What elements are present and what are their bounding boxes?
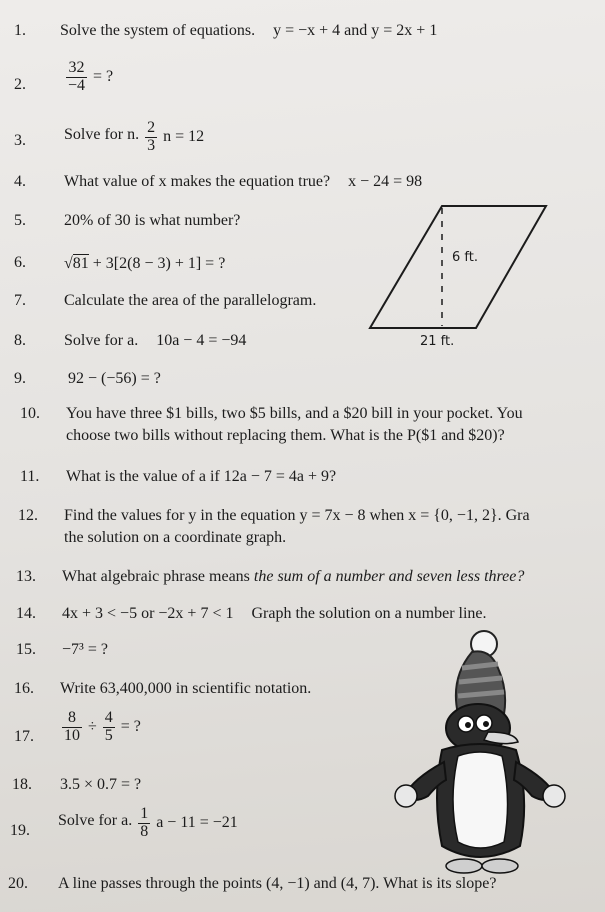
- question-text: Solve for n.: [64, 125, 140, 143]
- question-number: 13.: [16, 568, 36, 585]
- question-number: 5.: [14, 212, 26, 229]
- question-math: −7³ = ?: [62, 641, 108, 658]
- divide-icon: ÷: [88, 717, 97, 735]
- question-tail: = ?: [120, 717, 141, 735]
- question-number: 1.: [14, 22, 26, 39]
- question-number: 7.: [14, 292, 26, 309]
- question-text: What is the value of a if 12a − 7 = 4a + 9?: [66, 468, 337, 485]
- question-number: 20.: [8, 875, 28, 892]
- question-math: x − 24 = 98: [348, 173, 423, 190]
- question-math: 10a − 4 = −94: [156, 332, 247, 349]
- question-text-line2: choose two bills without replacing them. What is the P($1 and $20)?: [66, 427, 505, 444]
- fraction: $\frac{1}{8}$: [140, 805, 149, 840]
- question-number: 8.: [14, 332, 26, 349]
- fraction: $\frac{2}{3}$: [147, 119, 156, 154]
- question-text: Solve for a.: [58, 811, 133, 829]
- question-text-line1: You have three $1 bills, two $5 bills, and a $20 bill in your pocket. You: [66, 405, 523, 422]
- question-number: 9.: [14, 370, 26, 387]
- question-text: Solve for a.: [64, 332, 139, 349]
- question-text-line2: the solution on a coordinate graph.: [64, 529, 287, 546]
- question-number: 18.: [12, 776, 32, 793]
- question-math: 4x + 3 < −5 or −2x + 7 < 1: [62, 605, 234, 622]
- question-number: 14.: [16, 605, 36, 622]
- question-text: Write 63,400,000 in scientific notation.: [60, 680, 312, 697]
- question-text-line1: Find the values for y in the equation y = 7x − 8 when x = {0, −1, 2}. Gra: [64, 507, 530, 524]
- question-tail: n = 12: [163, 127, 205, 145]
- question-math: 92 − (−56) = ?: [68, 370, 161, 387]
- question-number: 11.: [20, 468, 40, 485]
- question-number: 12.: [18, 507, 38, 524]
- penguin-mascot-icon: [380, 628, 580, 888]
- question-number: 10.: [20, 405, 40, 422]
- question-text: What algebraic phrase means: [62, 568, 250, 585]
- question-text: 20% of 30 is what number?: [64, 212, 241, 229]
- base-label: 21 ft.: [420, 334, 455, 349]
- fraction: $\frac{8}{10}$: [64, 709, 80, 744]
- height-label: 6 ft.: [452, 250, 478, 265]
- parallelogram-shape: [370, 206, 546, 328]
- fraction: $\frac{32}{-4}$: [68, 59, 86, 94]
- question-number: 19.: [10, 822, 30, 839]
- question-tail: a − 11 = −21: [156, 813, 238, 831]
- question-text: Solve the system of equations.: [60, 22, 256, 39]
- question-text: Graph the solution on a number line.: [251, 605, 487, 622]
- question-number: 3.: [14, 132, 26, 149]
- question-italic: the sum of a number and seven less three?: [253, 568, 525, 585]
- question-number: 2.: [14, 76, 26, 93]
- question-tail: + 3[2(8 − 3) + 1] = ?: [92, 255, 226, 272]
- question-number: 17.: [14, 728, 34, 745]
- question-text: Calculate the area of the parallelogram.: [64, 292, 317, 309]
- question-math: y = −x + 4 and y = 2x + 1: [273, 22, 438, 39]
- question-number: 6.: [14, 254, 26, 271]
- question-tail: = ?: [93, 67, 114, 85]
- parallelogram-figure: [368, 202, 550, 332]
- question-number: 15.: [16, 641, 36, 658]
- fraction: $\frac{4}{5}$: [104, 709, 113, 744]
- question-math: 3.5 × 0.7 = ?: [60, 776, 142, 793]
- question-text: A line passes through the points (4, −1) and (4, 7). What is its slope?: [58, 875, 497, 892]
- sqrt-icon: √: [64, 255, 73, 272]
- radicand: 81: [72, 255, 89, 272]
- question-number: 16.: [14, 680, 34, 697]
- question-number: 4.: [14, 173, 26, 190]
- question-text: What value of x makes the equation true?: [64, 173, 331, 190]
